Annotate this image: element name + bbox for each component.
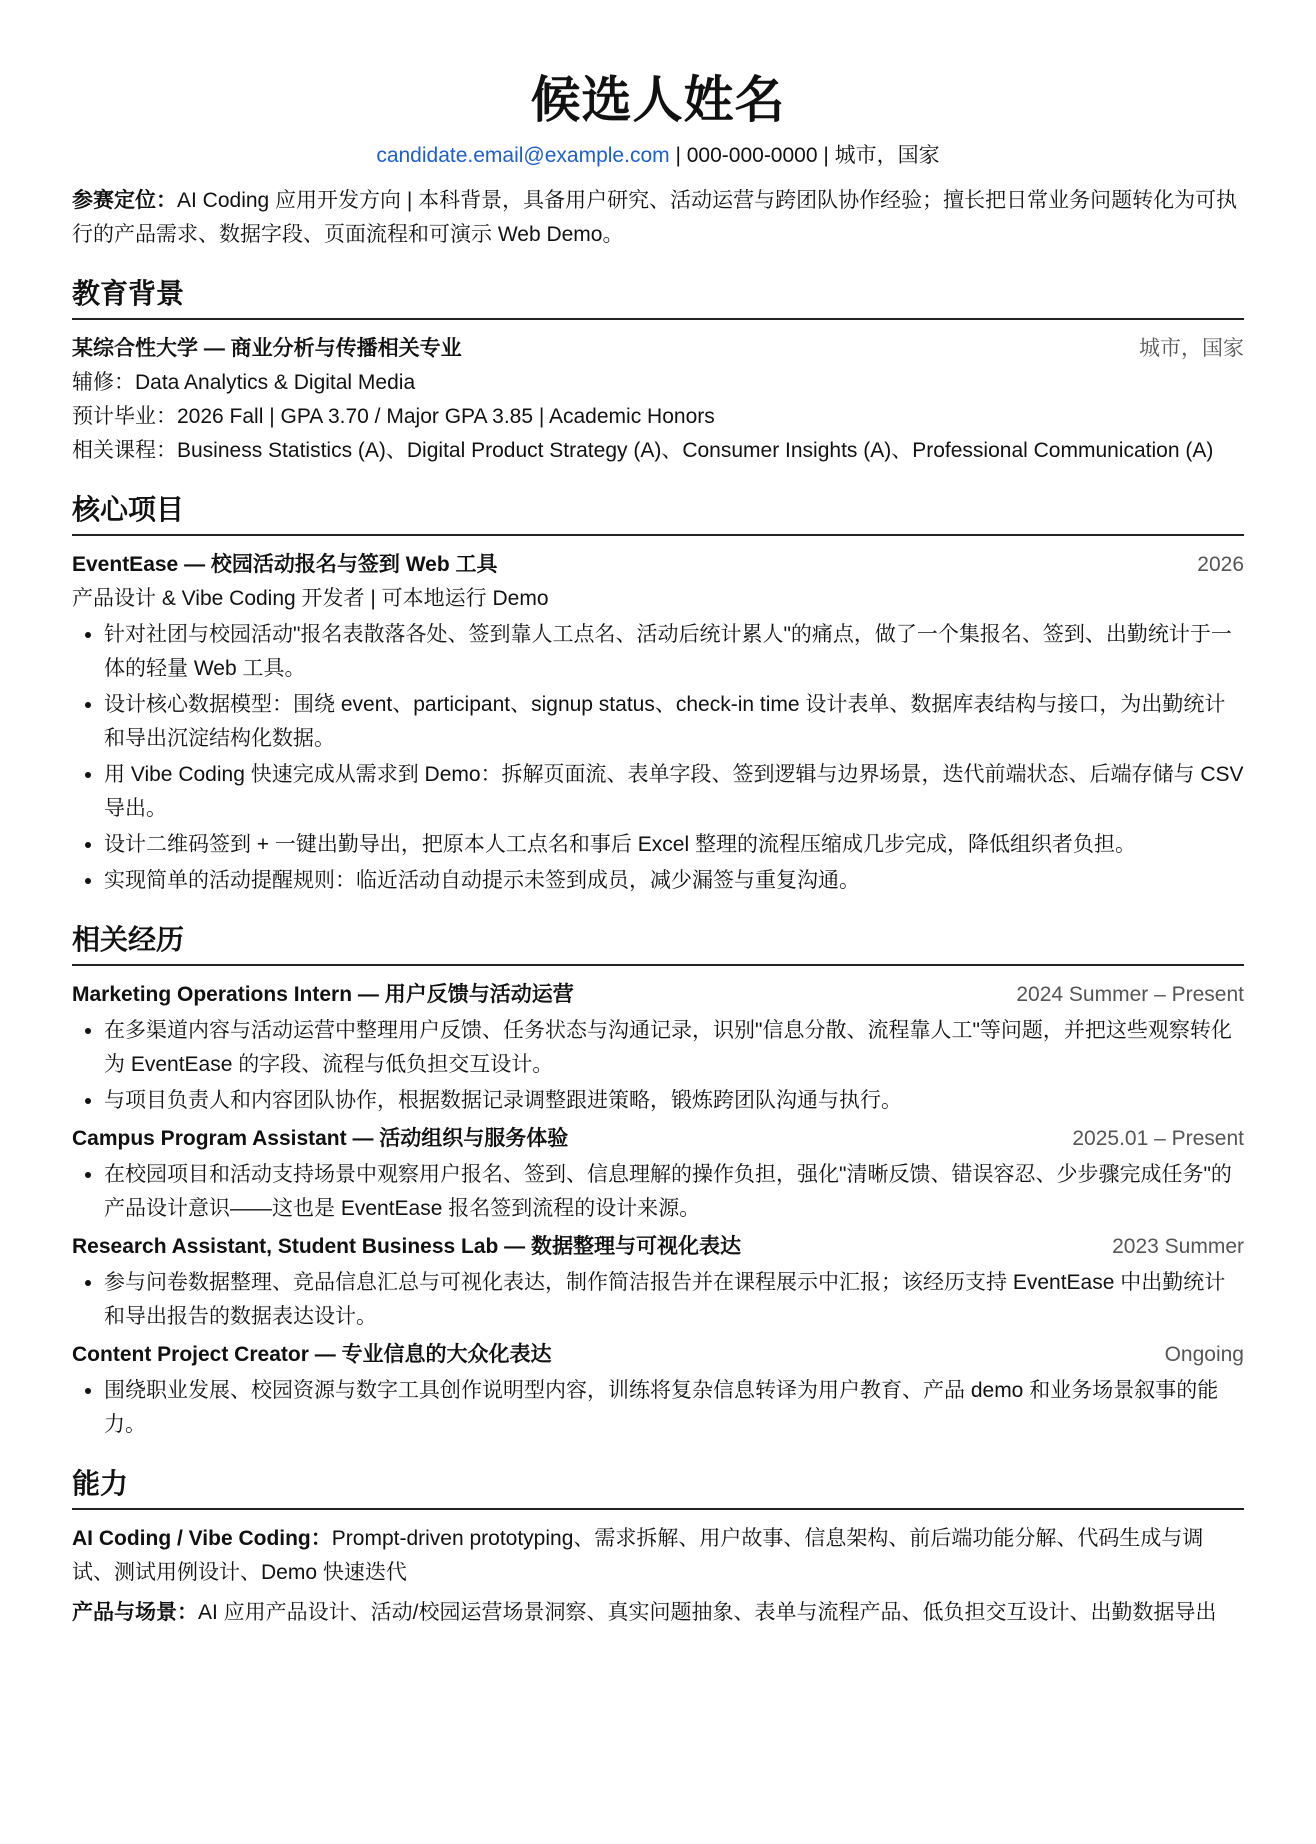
bullet-item: • 与项目负责人和内容团队协作，根据数据记录调整跟进策略，锻炼跨团队沟通与执行。 <box>104 1084 1244 1118</box>
school-location: 城市，国家 <box>1139 337 1244 360</box>
experience-header <box>72 1338 1244 1372</box>
bullet-item: • 设计二维码签到 + 一键出勤导出，把原本人工点名和事后 Excel 整理的流程压缩成几步完成，降低组织者负担。 <box>104 828 1244 862</box>
section-title-projects: 核心项目 <box>72 490 1244 536</box>
summary <box>72 184 1244 252</box>
experience-title: Research Assistant, Student Business Lab — 数据整理与可视化表达 <box>72 1235 742 1258</box>
candidate-name: 候选人姓名 <box>530 72 786 128</box>
skill-text: Prompt-driven prototyping、需求拆解、用户故事、信息架构、前后端功能分解、代码生成与调试、测试用例设计、Demo 快速迭代 <box>72 1527 1204 1584</box>
bullet-item: • 实现简单的活动提醒规则：临近活动自动提示未签到成员，减少漏签与重复沟通。 <box>104 864 1244 898</box>
skill-label: 产品与场景： <box>72 1601 198 1624</box>
skill-item <box>72 1596 1244 1630</box>
email-link[interactable]: candidate.email@example.com <box>376 144 670 167</box>
experience-date: 2024 Summer – Present <box>1016 983 1244 1006</box>
education-courses: 相关课程：Business Statistics (A)、Digital Product Strategy (A)、Consumer Insights (A)、Professional Communication (A) <box>72 439 1214 462</box>
bullet-item: • 参与问卷数据整理、竞品信息汇总与可视化表达，制作简洁报告并在课程展示中汇报；该经历支持 EventEase 中出勤统计和导出报告的数据表达设计。 <box>104 1266 1244 1334</box>
section-title-experience: 相关经历 <box>72 920 1244 966</box>
bullet-item: • 在多渠道内容与活动运营中整理用户反馈、任务状态与沟通记录，识别"信息分散、流程靠人工"等问题，并把这些观察转化为 EventEase 的字段、流程与低负担交互设计。 <box>104 1014 1244 1082</box>
skill-item <box>72 1522 1244 1590</box>
experience-title: Marketing Operations Intern — 用户反馈与活动运营 <box>72 983 574 1006</box>
education-section <box>72 274 1244 468</box>
education-minor: 辅修：Data Analytics & Digital Media <box>72 371 416 394</box>
bullet-item: • 设计核心数据模型：围绕 event、participant、signup status、check-in time 设计表单、数据库表结构与接口，为出勤统计和导出沉淀结构化数据。 <box>104 688 1244 756</box>
experience-date: 2025.01 – Present <box>1072 1127 1244 1150</box>
project-title: EventEase — 校园活动报名与签到 Web 工具 <box>72 553 498 576</box>
contact-details: | 000-000-0000 | 城市，国家 <box>669 144 940 167</box>
experience-entry <box>72 1338 1244 1442</box>
skill-text: AI 应用产品设计、活动/校园运营场景洞察、真实问题抽象、表单与流程产品、低负担交互设计、出勤数据导出 <box>198 1601 1217 1624</box>
project-bullets <box>72 618 1244 898</box>
bullet-item: • 围绕职业发展、校园资源与数字工具创作说明型内容，训练将复杂信息转译为用户教育、产品 demo 和业务场景叙事的能力。 <box>104 1374 1244 1442</box>
section-title-education: 教育背景 <box>72 274 1244 320</box>
skill-label: AI Coding / Vibe Coding： <box>72 1527 332 1550</box>
summary-text: AI Coding 应用开发方向 | 本科背景，具备用户研究、活动运营与跨团队协作经验；擅长把日常业务问题转化为可执行的产品需求、数据字段、页面流程和可演示 Web Demo。 <box>72 189 1238 246</box>
experience-date: Ongoing <box>1164 1343 1244 1366</box>
project-date: 2026 <box>1197 553 1244 576</box>
projects-section <box>72 490 1244 898</box>
education-header <box>72 332 1244 366</box>
experience-title: Content Project Creator — 专业信息的大众化表达 <box>72 1343 552 1366</box>
experience-bullets <box>72 1266 1244 1334</box>
bullet-item: • 针对社团与校园活动"报名表散落各处、签到靠人工点名、活动后统计累人"的痛点，做了一个集报名、签到、出勤统计于一体的轻量 Web 工具。 <box>104 618 1244 686</box>
bullet-item: • 用 Vibe Coding 快速完成从需求到 Demo：拆解页面流、表单字段、签到逻辑与边界场景，迭代前端状态、后端存储与 CSV 导出。 <box>104 758 1244 826</box>
experience-header <box>72 1230 1244 1264</box>
experience-bullets <box>72 1014 1244 1118</box>
project-header <box>72 548 1244 582</box>
experience-bullets <box>72 1374 1244 1442</box>
experience-header <box>72 978 1244 1012</box>
bullet-item: • 在校园项目和活动支持场景中观察用户报名、签到、信息理解的操作负担，强化"清晰反馈、错误容忍、少步骤完成任务"的产品设计意识——这也是 EventEase 报名签到流程的设计来源。 <box>104 1158 1244 1226</box>
school-name: 某综合性大学 — 商业分析与传播相关专业 <box>72 337 462 360</box>
summary-label: 参赛定位： <box>72 189 177 212</box>
experience-section <box>72 920 1244 1442</box>
experience-entry <box>72 1122 1244 1226</box>
section-title-skills: 能力 <box>72 1464 1244 1510</box>
contact-line <box>72 142 1244 170</box>
project-subtitle: 产品设计 & Vibe Coding 开发者 | 可本地运行 Demo <box>72 587 549 610</box>
experience-entry <box>72 1230 1244 1334</box>
experience-bullets <box>72 1158 1244 1226</box>
experience-title: Campus Program Assistant — 活动组织与服务体验 <box>72 1127 569 1150</box>
experience-date: 2023 Summer <box>1112 1235 1244 1258</box>
experience-entry <box>72 978 1244 1118</box>
experience-header <box>72 1122 1244 1156</box>
project-entry <box>72 548 1244 898</box>
education-graduation: 预计毕业：2026 Fall | GPA 3.70 / Major GPA 3.85 | Academic Honors <box>72 405 715 428</box>
skills-section <box>72 1464 1244 1630</box>
